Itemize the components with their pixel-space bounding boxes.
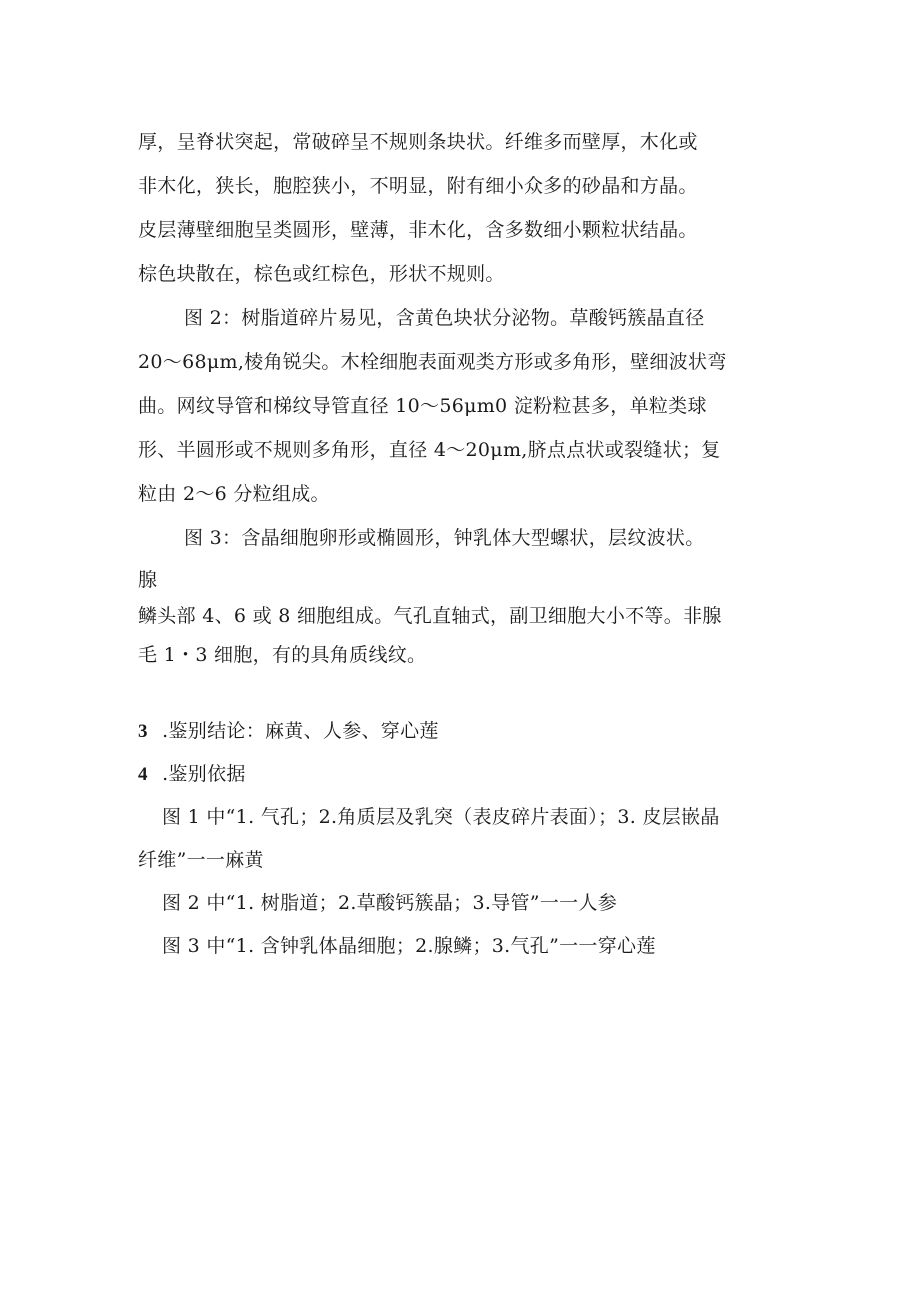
section-3-text: .鉴别结论：麻黄、人参、穿心莲 [162, 720, 439, 742]
paragraph3-line-4: 毛 1・3 细胞，有的具角质线纹。 [138, 644, 427, 666]
section-3-heading [138, 719, 439, 744]
paragraph3-line-1: 图 3：含晶细胞卵形或椭圆形，钟乳体大型螺状，层纹波状。 [184, 527, 705, 549]
paragraph1-line-1: 厚，呈脊状突起，常破碎呈不规则条块状。纤维多而壁厚，木化或 [138, 131, 698, 153]
basis-line-3: 图 2 中“1. 树脂道；2.草酸钙簇晶；3.导管”一一人参 [162, 892, 618, 914]
paragraph3-line-3: 鳞头部 4、6 或 8 细胞组成。气孔直轴式，副卫细胞大小不等。非腺 [138, 605, 722, 627]
section-4-heading [138, 762, 246, 787]
paragraph2-line-1: 图 2：树脂道碎片易见，含黄色块状分泌物。草酸钙簇晶直径 [184, 307, 705, 329]
paragraph1-line-2: 非木化，狭长，胞腔狭小，不明显，附有细小众多的砂晶和方晶。 [138, 175, 698, 197]
paragraph1-line-3: 皮层薄壁细胞呈类圆形，壁薄，非木化，含多数细小颗粒状结晶。 [138, 219, 698, 241]
paragraph1-line-4: 棕色块散在，棕色或红棕色，形状不规则。 [138, 263, 505, 285]
basis-line-4: 图 3 中“1. 含钟乳体晶细胞；2.腺鳞；3.气孔”一一穿心莲 [162, 935, 656, 957]
paragraph2-line-5: 粒由 2～6 分粒组成。 [138, 483, 330, 505]
paragraph2-line-3: 曲。网纹导管和梯纹导管直径 10～56μm0 淀粉粒甚多，单粒类球 [138, 395, 707, 417]
paragraph2-line-2: 20～68μm,棱角锐尖。木栓细胞表面观类方形或多角形，壁细波状弯 [138, 351, 727, 373]
basis-line-1: 图 1 中“1. 气孔；2.角质层及乳突（表皮碎片表面）；3. 皮层嵌晶 [162, 806, 720, 828]
section-3-number: 3 [138, 721, 148, 742]
paragraph3-line-2: 腺 [138, 569, 158, 591]
paragraph2-line-4: 形、半圆形或不规则多角形，直径 4～20μm,脐点点状或裂缝状；复 [138, 439, 721, 461]
section-4-text: .鉴别依据 [162, 763, 246, 785]
basis-line-2: 纤维”一一麻黄 [138, 849, 264, 871]
section-4-number: 4 [138, 764, 148, 785]
